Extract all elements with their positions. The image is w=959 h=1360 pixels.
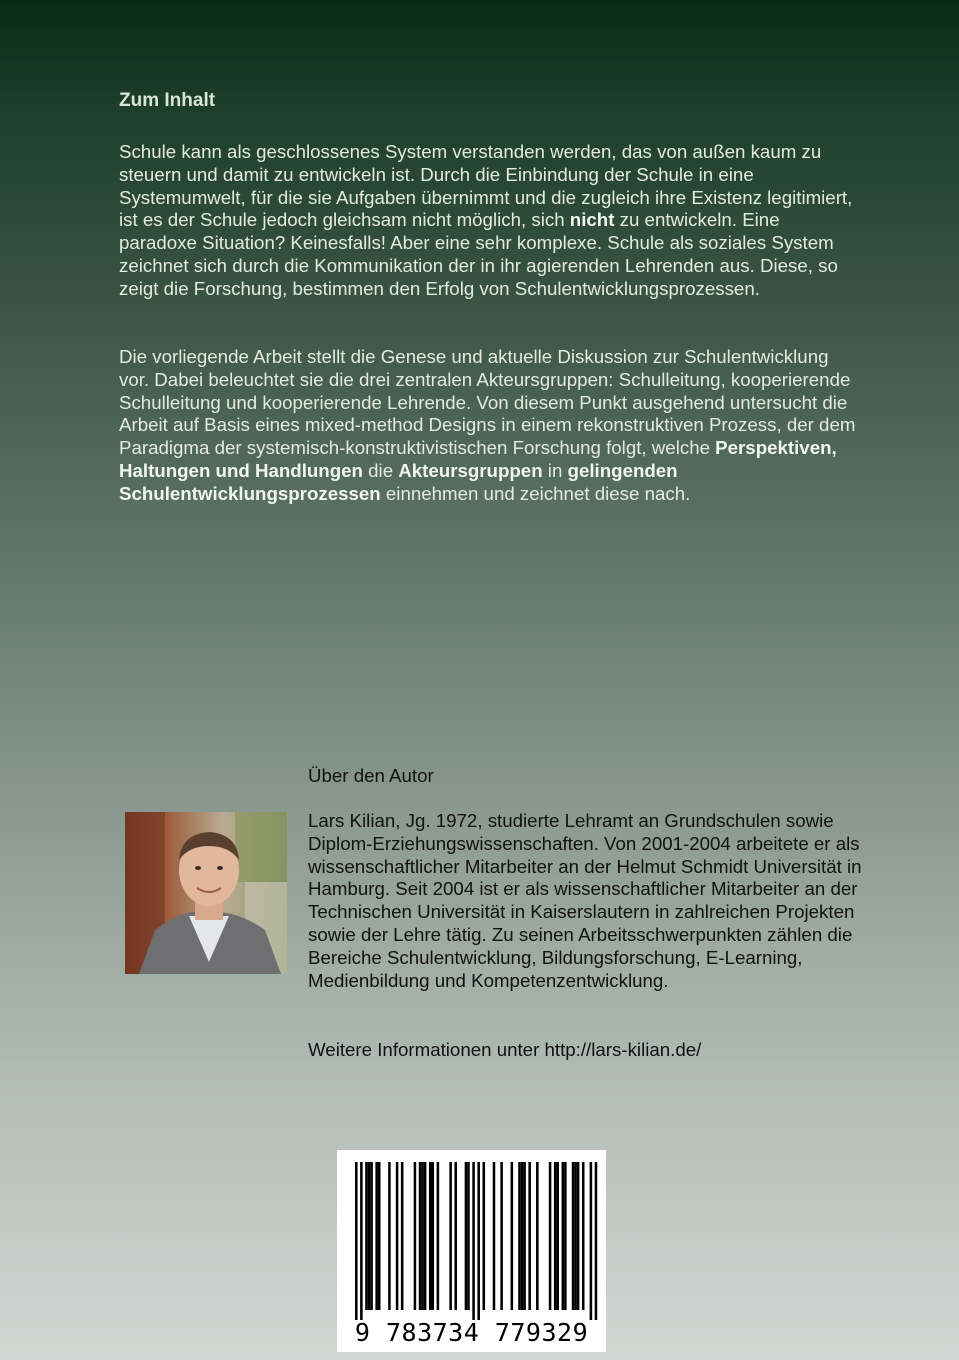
- barcode-bar: [467, 1162, 470, 1310]
- barcode-bar: [518, 1162, 521, 1310]
- author-more-info: Weitere Informationen unter http://lars-kilian.de/: [308, 1039, 702, 1060]
- barcode-bar: [454, 1162, 457, 1310]
- intro-p2-text-a: Die vorliegende Arbeit stellt die Genese und aktuelle Diskussion zur Schulentwicklung vor. Dabei beleuchtet sie die drei zentralen Akteursgruppen: Schulleitung, kooperierende Schulleitung und kooperierende Lehrende. Von diesem Punkt ausgehend untersucht die Arbeit auf Basis eines mixed-method Designs in einem rekonstruktiven Prozess, der dem Paradigma der systemisch-konstruktivistischen Forschung folgt, welche: [119, 346, 856, 459]
- intro-p1-text-a: Schule kann als geschlossenes System verstanden werden, das von außen kaum zu steuern und damit zu entwickeln ist. Durch die Einbindung der Schule in eine Systemumwelt, für die sie Aufgaben übernimmt und die zugleich ihre Existenz legitimiert, ist es der Schule jedoch gleichsam nicht möglich, sich: [119, 141, 853, 231]
- barcode-bar: [378, 1162, 381, 1310]
- barcode-bar: [511, 1162, 514, 1310]
- barcode-bar: [449, 1162, 452, 1310]
- barcode-bar: [493, 1162, 496, 1310]
- barcode-bar: [368, 1162, 371, 1310]
- barcode-bar: [360, 1162, 363, 1320]
- intro-p2-bold-schulentwicklung: gelingenden Schulentwicklungsprozessen: [119, 459, 678, 504]
- barcode-bar: [562, 1162, 565, 1310]
- barcode-bar: [355, 1162, 358, 1320]
- barcode-bar: [536, 1162, 539, 1310]
- barcode-bar: [523, 1162, 526, 1310]
- intro-p1-text-c: zu entwickeln. Eine paradoxe Situation? Keinesfalls! Aber eine sehr komplexe. Schule als soziales System zeichnet sich durch die Kommunikation der in ihr agierenden Lehrenden aus. Diese, so zeigt die Forschung, bestimmen den Erfolg von Schulentwicklungsprozessen.: [119, 209, 838, 299]
- barcode-bar: [564, 1162, 567, 1310]
- barcode-bar: [437, 1162, 440, 1310]
- intro-p1-emphasis: nicht: [569, 209, 615, 231]
- barcode-bar: [477, 1162, 480, 1320]
- author-bio: Lars Kilian, Jg. 1972, studierte Lehramt an Grundschulen sowie Diplom-Erziehungswissenschaften. Von 2001-2004 arbeitete er als wissenschaftlicher Mitarbeiter an der Helmut Schmidt Universität in Hamburg. Seit 2004 ist er als wissenschaftlicher Mitarbeiter an der Technischen Universität in Kaiserslautern in zahlreichen Projekten sowie der Lehre tätig. Zu seinen Arbeitsschwerpunkten zählen die Bereiche Schulentwicklung, Bildungsforschung, E-Learning, Medienbildung und Kompetenzentwicklung.: [308, 810, 862, 991]
- barcode-bar: [370, 1162, 373, 1310]
- barcode-bar: [432, 1162, 435, 1310]
- barcode-bar: [421, 1162, 424, 1310]
- intro-p2-bold-perspektiven: Perspektiven, Haltungen und Handlungen: [119, 437, 837, 481]
- barcode-bar: [419, 1162, 422, 1310]
- barcode-bar: [528, 1162, 531, 1310]
- barcode-bar: [549, 1162, 552, 1310]
- barcode-bar: [365, 1162, 368, 1310]
- barcode-bar: [577, 1162, 580, 1310]
- author-photo: [125, 812, 287, 974]
- isbn-number: 9 783734 779329: [354, 1318, 589, 1347]
- barcode-bar: [388, 1162, 391, 1310]
- barcode-bar: [396, 1162, 399, 1310]
- intro-p2-text-e: in: [542, 459, 568, 481]
- barcode-bar: [554, 1162, 557, 1310]
- intro-paragraph-2: [119, 346, 859, 506]
- barcode-bar: [472, 1162, 475, 1320]
- barcode-bar: [401, 1162, 404, 1310]
- intro-paragraph-1: [119, 141, 859, 301]
- barcode-bar: [414, 1162, 417, 1310]
- intro-p2-text-c: die: [362, 459, 399, 481]
- intro-p2-bold-akteursgruppen: Akteursgruppen: [398, 459, 543, 481]
- author-section-title: Über den Autor: [308, 765, 434, 786]
- intro-p2-text-g: einnehmen und zeichnet diese nach.: [380, 482, 691, 504]
- barcode-bar: [556, 1162, 559, 1310]
- barcode-bars: [337, 1150, 606, 1320]
- section-title-inhalt: Zum Inhalt: [119, 90, 216, 111]
- barcode-bar: [429, 1162, 432, 1310]
- barcode-bar: [375, 1162, 378, 1310]
- barcode-bar: [595, 1162, 598, 1320]
- barcode-bar: [590, 1162, 593, 1320]
- barcode-bar: [572, 1162, 575, 1310]
- barcode-bar: [483, 1162, 486, 1310]
- barcode-bar: [424, 1162, 427, 1310]
- barcode-bar: [521, 1162, 524, 1310]
- barcode-bar: [500, 1162, 503, 1310]
- barcode-bar: [465, 1162, 468, 1310]
- isbn-barcode: [337, 1150, 606, 1352]
- barcode-bar: [574, 1162, 577, 1310]
- barcode-bar: [582, 1162, 585, 1310]
